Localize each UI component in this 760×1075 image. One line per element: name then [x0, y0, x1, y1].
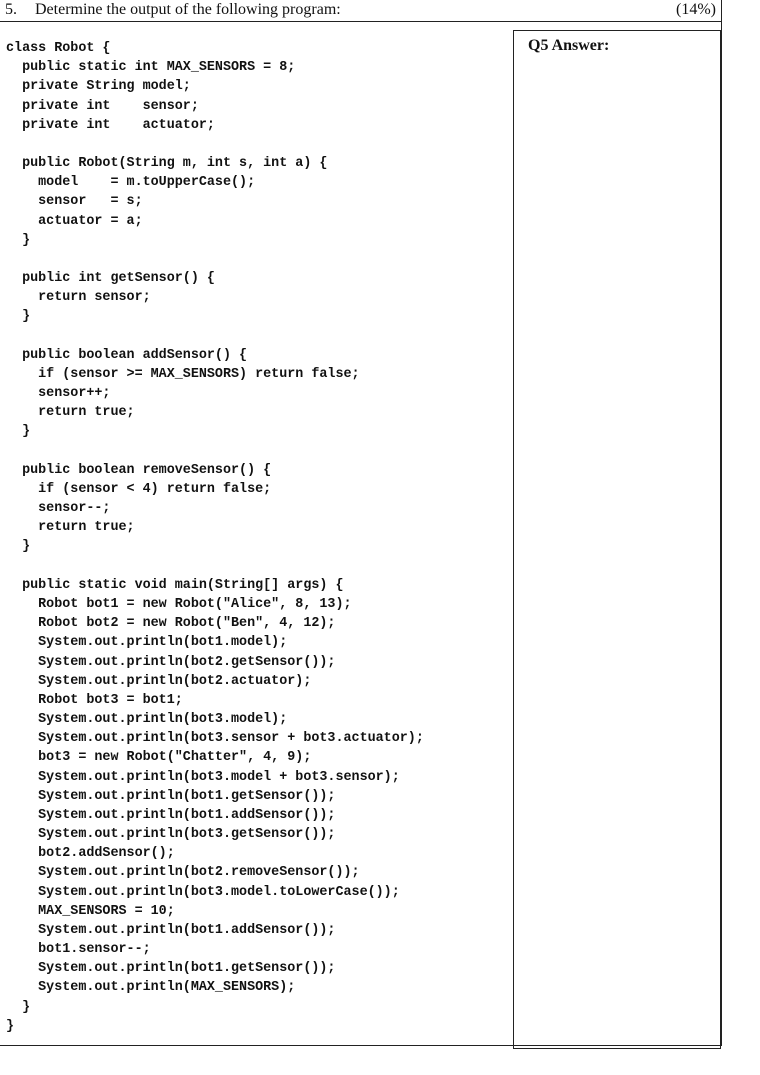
code-line: System.out.println(bot1.getSensor()); — [6, 788, 336, 804]
code-line: public int getSensor() { — [6, 271, 215, 287]
code-line: } — [6, 999, 31, 1015]
header-divider — [0, 21, 722, 22]
code-line: } — [6, 232, 31, 248]
code-line: System.out.println(MAX_SENSORS); — [6, 980, 296, 996]
code-line: return sensor; — [6, 290, 151, 306]
code-line: System.out.println(bot2.actuator); — [6, 673, 312, 689]
code-line: System.out.println(bot1.addSensor()); — [6, 922, 336, 938]
code-line: } — [6, 1018, 15, 1034]
code-line: System.out.println(bot2.removeSensor()); — [6, 865, 360, 881]
code-line: if (sensor < 4) return false; — [6, 481, 272, 497]
code-line: System.out.println(bot3.sensor + bot3.actuator); — [6, 731, 424, 747]
code-line: System.out.println(bot3.model); — [6, 712, 288, 728]
answer-label: Q5 Answer: — [528, 37, 610, 54]
code-line: } — [6, 424, 31, 440]
code-line: Robot bot3 = bot1; — [6, 692, 183, 708]
code-line: sensor = s; — [6, 194, 143, 210]
code-line: System.out.println(bot1.addSensor()); — [6, 807, 336, 823]
code-line: MAX_SENSORS = 10; — [6, 903, 175, 919]
code-listing — [6, 39, 424, 1036]
code-line: Robot bot1 = new Robot("Alice", 8, 13); — [6, 596, 352, 612]
code-line: public static int MAX_SENSORS = 8; — [6, 60, 296, 76]
code-line: Robot bot2 = new Robot("Ben", 4, 12); — [6, 616, 336, 632]
code-line: public Robot(String m, int s, int a) { — [6, 156, 328, 172]
code-line: private String model; — [6, 79, 191, 95]
code-line: bot3 = new Robot("Chatter", 4, 9); — [6, 750, 312, 766]
code-line: System.out.println(bot3.getSensor()); — [6, 827, 336, 843]
code-line — [6, 135, 424, 154]
code-line: model = m.toUpperCase(); — [6, 175, 256, 191]
code-line: } — [6, 539, 31, 555]
code-line: return true; — [6, 405, 135, 421]
code-line: System.out.println(bot2.getSensor()); — [6, 654, 336, 670]
code-line: } — [6, 309, 31, 325]
code-line — [6, 327, 424, 346]
answer-box[interactable] — [513, 30, 721, 1049]
question-text: Determine the output of the following program: — [35, 1, 341, 18]
code-line: sensor++; — [6, 386, 111, 402]
code-line: bot2.addSensor(); — [6, 846, 175, 862]
code-line: System.out.println(bot1.model); — [6, 635, 288, 651]
code-line — [6, 250, 424, 269]
code-line — [6, 557, 424, 576]
code-line: private int sensor; — [6, 98, 199, 114]
code-line: actuator = a; — [6, 213, 143, 229]
question-header — [5, 0, 720, 22]
code-line: System.out.println(bot3.model + bot3.sensor); — [6, 769, 400, 785]
code-line: private int actuator; — [6, 117, 215, 133]
code-line: public static void main(String[] args) { — [6, 577, 344, 593]
code-line: sensor--; — [6, 501, 111, 517]
code-line: if (sensor >= MAX_SENSORS) return false; — [6, 366, 360, 382]
code-line: System.out.println(bot3.model.toLowerCase()); — [6, 884, 400, 900]
code-line: System.out.println(bot1.getSensor()); — [6, 961, 336, 977]
code-line: public boolean addSensor() { — [6, 347, 248, 363]
code-line: class Robot { — [6, 41, 111, 56]
question-marks: (14%) — [676, 1, 716, 18]
code-line — [6, 442, 424, 461]
code-line: bot1.sensor--; — [6, 942, 151, 958]
code-line: return true; — [6, 520, 135, 536]
code-line: public boolean removeSensor() { — [6, 462, 272, 478]
question-number: 5. — [5, 1, 17, 18]
